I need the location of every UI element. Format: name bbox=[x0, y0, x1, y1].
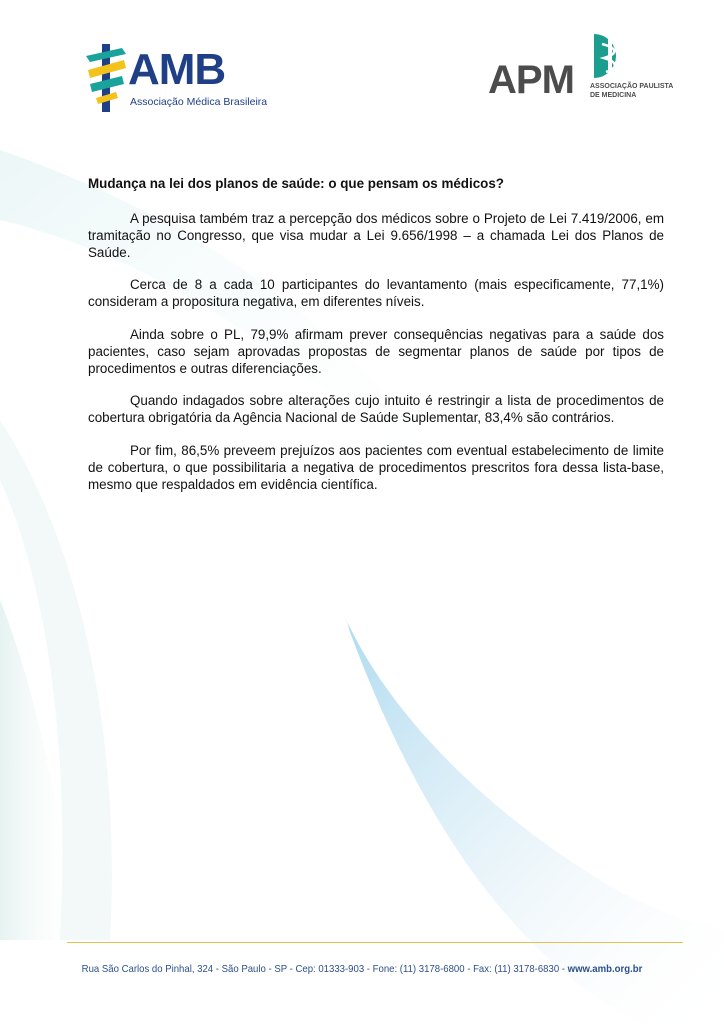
footer-divider bbox=[67, 942, 683, 943]
footer-url[interactable]: www.amb.org.br bbox=[567, 964, 643, 975]
amb-subtitle: Associação Médica Brasileira bbox=[130, 96, 268, 108]
paragraph-1: A pesquisa também traz a percepção dos médicos sobre o Projeto de Lei 7.419/2006, em tramitação no Congresso, que visa mudar a Lei 9.656/1998 – a chamada Lei dos Planos de Saúde. bbox=[88, 211, 664, 260]
document-body bbox=[88, 175, 664, 509]
apm-logo bbox=[488, 30, 678, 110]
footer-contact bbox=[25, 964, 698, 975]
amb-emblem-icon bbox=[82, 42, 130, 114]
paragraph-4: Quando indagados sobre alterações cujo intuito é restringir a lista de procedimentos de cobertura obrigatória da Agência Nacional de Saúde Suplementar, 83,4% são contrários. bbox=[88, 393, 664, 426]
paragraph-3: Ainda sobre o PL, 79,9% afirmam prever consequências negativas para a saúde dos pacientes, caso sejam aprovadas propostas de segmentar planos de saúde por tipos de procedimentos e outras diferenciações. bbox=[88, 326, 664, 376]
apm-subtitle-line2: DE MEDICINA bbox=[590, 92, 637, 99]
apm-wordmark: APM bbox=[488, 58, 574, 102]
paragraph-5: Por fim, 86,5% preveem prejuízos aos pacientes com eventual estabelecimento de limite de cobertura, o que possibilitaria a negativa de procedimentos prescritos fora dessa lista-base, mesmo que respaldados em evidência científica. bbox=[88, 442, 664, 492]
amb-logo bbox=[82, 42, 268, 114]
document-title: Mudança na lei dos planos de saúde: o que pensam os médicos? bbox=[88, 176, 504, 191]
apm-subtitle bbox=[590, 82, 680, 100]
amb-wordmark: AMB bbox=[128, 45, 226, 94]
letterhead bbox=[0, 0, 724, 130]
paragraph-2: Cerca de 8 a cada 10 participantes do levantamento (mais especificamente, 77,1%) consideram a propositura negativa, em diferentes níveis. bbox=[88, 277, 664, 310]
apm-subtitle-line1: ASSOCIAÇÃO PAULISTA bbox=[590, 83, 674, 90]
footer-address: Rua São Carlos do Pinhal, 324 - São Paulo - SP - Cep: 01333-903 - Fone: (11) 3178-6800 - Fax: (11) 3178-6830 - bbox=[81, 964, 568, 975]
caduceus-icon bbox=[588, 30, 638, 86]
